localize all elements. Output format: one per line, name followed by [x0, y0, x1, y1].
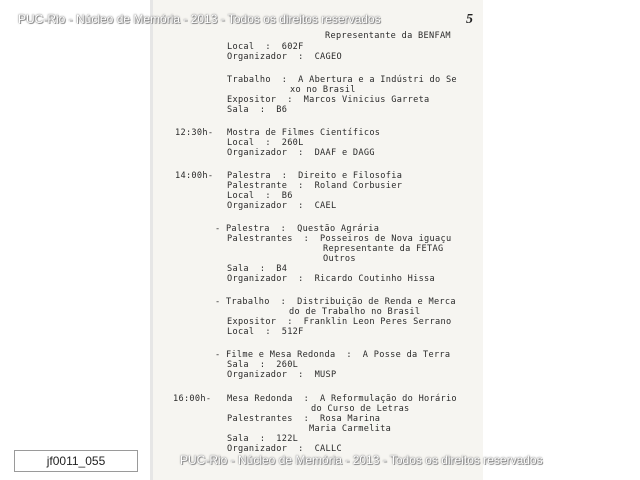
watermark-bottom: PUC-Rio - Núcleo de Memória - 2013 - Todos os direitos reservados [180, 453, 543, 467]
text-line: Outros [323, 254, 356, 264]
time-label: 14:00h- [175, 171, 214, 181]
time-label: 16:00h- [173, 394, 212, 404]
text-line: Maria Carmelita [309, 424, 392, 434]
text-line: Local : 260L [227, 138, 304, 148]
text-line: Local : B6 [227, 191, 293, 201]
text-line: Trabalho : A Abertura e a Indústri do Se [227, 75, 457, 85]
text-line: Sala : 122L [227, 434, 299, 444]
text-line: Organizador : DAAF e DAGG [227, 148, 375, 158]
text-line: do de Trabalho no Brasil [289, 307, 421, 317]
text-line: Sala : 260L [227, 360, 299, 370]
text-line: Palestrante : Roland Corbusier [227, 181, 403, 191]
text-line: Palestra : Direito e Filosofia [227, 171, 403, 181]
text-line: Expositor : Franklin Leon Peres Serrano [227, 317, 452, 327]
text-line: - Palestra : Questão Agrária [215, 224, 380, 234]
text-line: Representante da FETAG [323, 244, 444, 254]
text-line: Organizador : MUSP [227, 370, 337, 380]
text-line: Organizador : CAEL [227, 201, 337, 211]
text-line: Sala : B6 [227, 105, 288, 115]
text-line: Mostra de Filmes Científicos [227, 128, 381, 138]
document-id-label: jf0011_055 [14, 450, 138, 472]
time-label: 12:30h- [175, 128, 214, 138]
text-line: do Curso de Letras [311, 404, 410, 414]
text-line: - Trabalho : Distribuição de Renda e Merca [215, 297, 456, 307]
text-line: Representante da BENFAM [325, 31, 451, 41]
text-line: Local : 512F [227, 327, 304, 337]
text-line: - Filme e Mesa Redonda : A Posse da Terra [215, 350, 451, 360]
text-line: Local : 602F [227, 42, 304, 52]
text-line: Organizador : CALLC [227, 444, 342, 454]
text-line: Organizador : CAGEO [227, 52, 342, 62]
text-line: Palestrantes : Posseiros de Nova iguaçu [227, 234, 452, 244]
text-line: xo no Brasil [290, 85, 356, 95]
text-line: Mesa Redonda : A Reformulação do Horário [227, 394, 457, 404]
text-line: Palestrantes : Rosa Marina [227, 414, 381, 424]
watermark-top: PUC-Rio - Núcleo de Memória - 2013 - Todos os direitos reservados [18, 12, 381, 26]
text-line: Organizador : Ricardo Coutinho Hissa [227, 274, 436, 284]
text-line: Sala : B4 [227, 264, 288, 274]
page-number: 5 [466, 12, 473, 27]
text-line: Expositor : Marcos Vinicius Garreta [227, 95, 430, 105]
